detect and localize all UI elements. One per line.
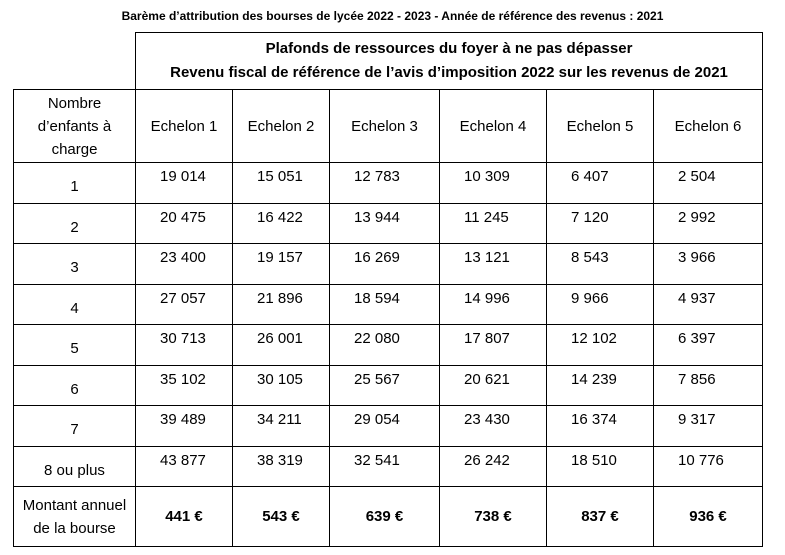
echelon-header: Echelon 2 [233,90,330,163]
income-ceiling-cell: 30 713 [136,325,233,366]
income-ceiling-cell: 20 621 [440,365,547,406]
income-ceiling-cell: 22 080 [330,325,440,366]
amount-label-line-2: de la bourse [33,519,116,537]
income-ceiling-cell: 13 121 [440,244,547,285]
income-ceiling-cell: 30 105 [233,365,330,406]
row-header-line-1: Nombre [47,94,102,112]
income-ceiling-cell: 16 422 [233,203,330,244]
children-count-cell: 7 [14,406,136,447]
children-count-cell: 5 [14,325,136,366]
income-ceiling-cell: 4 937 [654,284,763,325]
income-ceiling-cell: 19 014 [136,163,233,204]
income-ceiling-cell: 9 966 [547,284,654,325]
row-header-cell [14,90,136,163]
income-ceiling-cell: 34 211 [233,406,330,447]
income-ceiling-cell: 3 966 [654,244,763,285]
income-ceiling-cell: 12 783 [330,163,440,204]
echelon-header: Echelon 4 [440,90,547,163]
table-row [14,203,763,244]
row-header-line-3: charge [51,140,98,158]
income-ceiling-cell: 29 054 [330,406,440,447]
income-ceiling-cell: 12 102 [547,325,654,366]
header-line-2: Revenu fiscal de référence de l’avis d’imposition 2022 sur les revenus de 2021 [170,64,728,81]
income-ceiling-cell: 9 317 [654,406,763,447]
table-row [14,284,763,325]
income-ceiling-cell: 25 567 [330,365,440,406]
bourse-table [13,32,763,547]
children-count-cell: 1 [14,163,136,204]
amount-label-line-1: Montant annuel [22,496,127,514]
amount-cell: 738 € [440,487,547,547]
income-ceiling-cell: 16 269 [330,244,440,285]
children-count-cell: 3 [14,244,136,285]
income-ceiling-cell: 27 057 [136,284,233,325]
table-row [14,365,763,406]
amount-cell: 441 € [136,487,233,547]
document-title: Barème d’attribution des bourses de lycée 2022 - 2023 - Année de référence des revenus : 2021 [121,9,664,23]
amount-label-cell [14,487,136,547]
children-count-cell: 2 [14,203,136,244]
table-row [14,325,763,366]
amount-cell: 936 € [654,487,763,547]
income-ceiling-cell: 2 504 [654,163,763,204]
income-ceiling-cell: 7 856 [654,365,763,406]
income-ceiling-cell: 18 594 [330,284,440,325]
income-ceiling-cell: 14 239 [547,365,654,406]
corner-cell [14,33,136,90]
income-ceiling-cell: 14 996 [440,284,547,325]
table-header [136,33,763,90]
table-row [14,406,763,447]
income-ceiling-cell: 20 475 [136,203,233,244]
amount-cell: 639 € [330,487,440,547]
income-ceiling-cell: 15 051 [233,163,330,204]
table-row [14,244,763,285]
amount-cell: 543 € [233,487,330,547]
income-ceiling-cell: 35 102 [136,365,233,406]
income-ceiling-cell: 26 242 [440,446,547,487]
income-ceiling-cell: 10 776 [654,446,763,487]
table-row [14,446,763,487]
income-ceiling-cell: 13 944 [330,203,440,244]
income-ceiling-cell: 23 400 [136,244,233,285]
income-ceiling-cell: 17 807 [440,325,547,366]
echelon-header: Echelon 3 [330,90,440,163]
income-ceiling-cell: 21 896 [233,284,330,325]
echelon-header: Echelon 5 [547,90,654,163]
income-ceiling-cell: 16 374 [547,406,654,447]
income-ceiling-cell: 26 001 [233,325,330,366]
income-ceiling-cell: 7 120 [547,203,654,244]
income-ceiling-cell: 6 397 [654,325,763,366]
income-ceiling-cell: 43 877 [136,446,233,487]
row-header-line-2: d’enfants à [37,117,112,135]
income-ceiling-cell: 23 430 [440,406,547,447]
income-ceiling-cell: 11 245 [440,203,547,244]
amount-cell: 837 € [547,487,654,547]
income-ceiling-cell: 18 510 [547,446,654,487]
table-row [14,163,763,204]
children-count-cell: 8 ou plus [14,446,136,487]
children-count-cell: 6 [14,365,136,406]
income-ceiling-cell: 38 319 [233,446,330,487]
children-count-cell: 4 [14,284,136,325]
income-ceiling-cell: 39 489 [136,406,233,447]
income-ceiling-cell: 32 541 [330,446,440,487]
echelon-header: Echelon 6 [654,90,763,163]
header-line-1: Plafonds de ressources du foyer à ne pas dépasser [265,40,633,57]
income-ceiling-cell: 10 309 [440,163,547,204]
income-ceiling-cell: 2 992 [654,203,763,244]
echelon-header: Echelon 1 [136,90,233,163]
income-ceiling-cell: 19 157 [233,244,330,285]
income-ceiling-cell: 8 543 [547,244,654,285]
income-ceiling-cell: 6 407 [547,163,654,204]
